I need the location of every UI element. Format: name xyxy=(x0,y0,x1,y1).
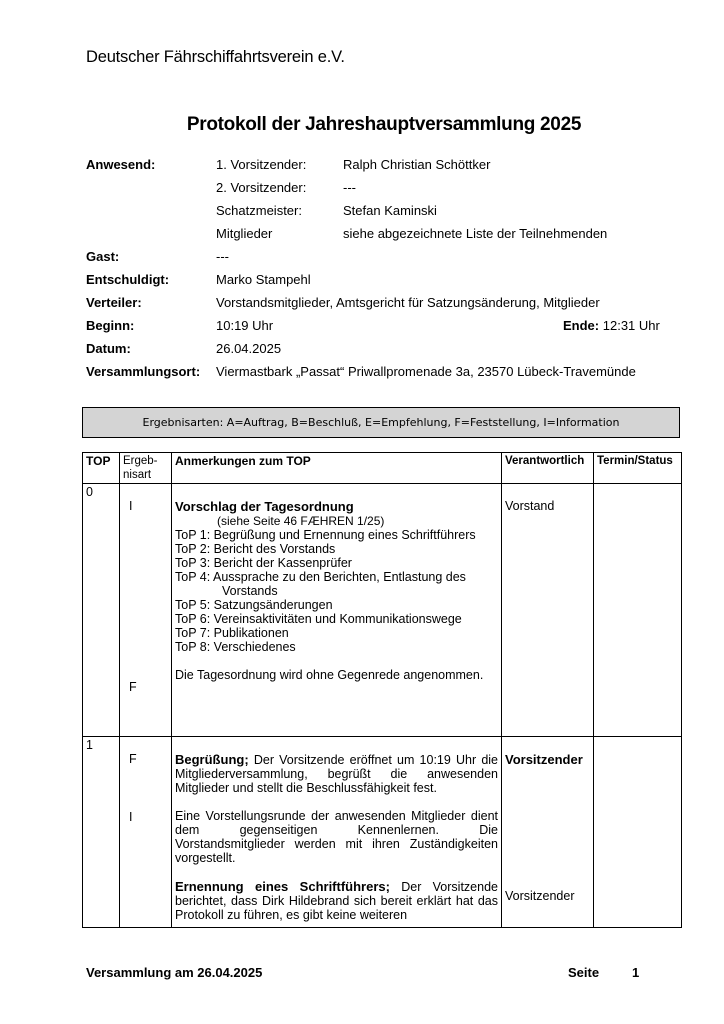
row1-code1: F xyxy=(129,752,137,766)
datum-label: Datum: xyxy=(86,341,131,356)
footer-page-number: 1 xyxy=(632,965,640,980)
row1-verant2: Vorsitzender xyxy=(505,889,575,903)
footer-seite-label: Seite xyxy=(568,965,600,980)
entschuldigt-label: Entschuldigt: xyxy=(86,272,170,287)
header-anmerkungen: Anmerkungen zum TOP xyxy=(172,453,502,484)
row0-codes xyxy=(120,484,172,737)
row1-termin xyxy=(594,737,682,928)
schriftfuehrer-paragraph: Ernennung eines Schriftführers; Der Vorsitzende berichtet, dass Dirk Hildebrand sich bereit erklärt hat das Protokoll zu führen, es gibt keine weiteren xyxy=(175,879,498,922)
row1-content xyxy=(172,737,502,928)
agenda-item: ToP 2: Bericht des Vorstands xyxy=(175,542,336,556)
beginn-value: 10:19 Uhr xyxy=(216,318,274,333)
gast-label: Gast: xyxy=(86,249,120,264)
ende-field xyxy=(563,318,660,333)
name-2: --- xyxy=(343,180,356,195)
row0-code2: F xyxy=(129,680,137,694)
row0-top: 0 xyxy=(83,484,120,737)
entschuldigt-value: Marko Stampehl xyxy=(216,272,311,287)
agenda-sub: (siehe Seite 46 FÆHREN 1/25) xyxy=(217,514,385,528)
row0-content xyxy=(172,484,502,737)
result-types-legend: Ergebnisarten: A=Auftrag, B=Beschluß, E=Empfehlung, F=Feststellung, I=Information xyxy=(82,407,680,438)
name-4: siehe abgezeichnete Liste der Teilnehmenden xyxy=(343,226,608,241)
organization-name: Deutscher Fährschiffahrtsverein e.V. xyxy=(86,48,345,66)
agenda-item: ToP 8: Verschiedenes xyxy=(175,640,296,654)
datum-value: 26.04.2025 xyxy=(216,341,282,356)
ende-label: Ende: xyxy=(563,318,600,333)
role-2: 2. Vorsitzender: xyxy=(216,180,307,195)
name-1: Ralph Christian Schöttker xyxy=(343,157,491,172)
agenda-item: ToP 1: Begrüßung und Ernennung eines Schriftführers xyxy=(175,528,476,542)
row0-termin xyxy=(594,484,682,737)
header-termin: Termin/Status xyxy=(594,453,682,484)
agenda-item: ToP 4: Aussprache zu den Berichten, Entlastung des Vorstands xyxy=(175,570,466,598)
agenda-result: Die Tagesordnung wird ohne Gegenrede angenommen. xyxy=(175,668,484,682)
gast-value: --- xyxy=(216,249,229,264)
agenda-item: ToP 5: Satzungsänderungen xyxy=(175,598,333,612)
role-1: 1. Vorsitzender: xyxy=(216,157,307,172)
anwesend-label: Anwesend: xyxy=(86,157,156,172)
agenda-item: ToP 3: Bericht der Kassenprüfer xyxy=(175,556,352,570)
row1-verantwortlich xyxy=(502,737,594,928)
begruessung-paragraph: Begrüßung; Der Vorsitzende eröffnet um 10:19 Uhr die Mitgliederversammlung, begrüßt die anwesenden Mitglieder und stellt die Beschlussfähigkeit fest. xyxy=(175,752,498,795)
agenda-heading: Vorschlag der Tagesordnung xyxy=(175,499,354,514)
ort-label: Versammlungsort: xyxy=(86,364,201,379)
vorstellung-paragraph: Eine Vorstellungsrunde der anwesenden Mitglieder dient dem gegenseitigen Kennenlernen. Die Vorstandsmitglieder werden mit ihren Zuständigkeiten vorgestellt. xyxy=(175,809,498,865)
table-row xyxy=(83,484,682,737)
ort-value: Viermastbark „Passat“ Priwallpromenade 3a, 23570 Lübeck-Travemünde xyxy=(216,364,636,379)
ende-value: 12:31 Uhr xyxy=(602,318,660,333)
row1-code2: I xyxy=(129,810,133,824)
header-verantwortlich: Verantwortlich xyxy=(502,453,594,484)
agenda-table xyxy=(82,452,682,928)
header-top: TOP xyxy=(83,453,120,484)
document-title: Protokoll der Jahreshauptversammlung 2025 xyxy=(186,114,582,135)
footer-left: Versammlung am 26.04.2025 xyxy=(86,965,263,980)
row1-top: 1 xyxy=(83,737,120,928)
row1-codes xyxy=(120,737,172,928)
name-3: Stefan Kaminski xyxy=(343,203,437,218)
agenda-item: ToP 7: Publikationen xyxy=(175,626,289,640)
row1-verant1: Vorsitzender xyxy=(505,752,583,767)
header-ergebnisart: Ergeb-nisart xyxy=(120,453,172,484)
role-3: Schatzmeister: xyxy=(216,203,302,218)
beginn-label: Beginn: xyxy=(86,318,135,333)
verteiler-label: Verteiler: xyxy=(86,295,142,310)
row0-code1: I xyxy=(129,499,133,513)
table-header-row xyxy=(83,453,682,484)
role-4: Mitglieder xyxy=(216,226,273,241)
verteiler-value: Vorstandsmitglieder, Amtsgericht für Satzungsänderung, Mitglieder xyxy=(216,295,600,310)
agenda-item: ToP 6: Vereinsaktivitäten und Kommunikationswege xyxy=(175,612,462,626)
row0-verantwortlich: Vorstand xyxy=(502,484,594,737)
table-row xyxy=(83,737,682,928)
